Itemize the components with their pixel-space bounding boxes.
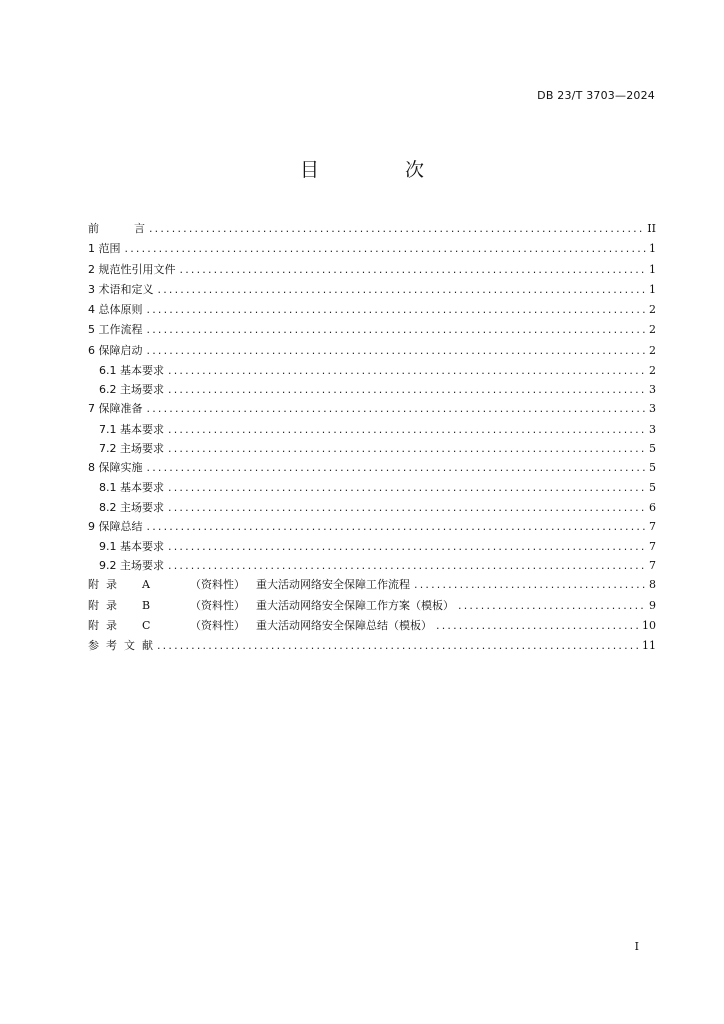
toc-entry-label: 8 保障实施 — [88, 461, 143, 475]
toc-entry[interactable] — [88, 381, 656, 400]
toc-leader-dots — [168, 501, 646, 514]
toc-entry-references[interactable] — [88, 637, 656, 657]
appendix-type: （资料性） — [190, 598, 245, 612]
appendix-title: 重大活动网络安全保障工作流程 — [256, 578, 410, 592]
toc-entry-label: 2 规范性引用文件 — [88, 262, 176, 276]
appendix-entries — [88, 576, 656, 637]
toc-entry-page: 10 — [642, 619, 656, 633]
toc-entry-page: 3 — [649, 383, 656, 397]
toc-entry-label: 6.1 基本要求 — [99, 364, 164, 378]
toc-entry-page: 1 — [649, 282, 656, 296]
toc-entry-page: 11 — [642, 639, 656, 653]
toc-entry-page: 7 — [649, 559, 656, 573]
toc-leader-dots — [168, 383, 646, 396]
toc-entry-page: 5 — [649, 441, 656, 455]
toc-leader-dots — [180, 263, 647, 276]
toc-entry-page: 2 — [649, 303, 656, 317]
toc-entry[interactable] — [88, 321, 656, 341]
toc-entry-label: 5 工作流程 — [88, 323, 143, 337]
appendix-type: （资料性） — [190, 619, 245, 633]
toc-entry-page: 7 — [649, 540, 656, 554]
table-of-contents — [88, 220, 656, 658]
toc-entry-label: 9 保障总结 — [88, 519, 143, 533]
toc-entry-appendix[interactable] — [88, 617, 656, 637]
page-title: 目 次 — [299, 159, 465, 181]
toc-leader-dots — [147, 520, 647, 533]
toc-entry-label: 9.1 基本要求 — [99, 540, 164, 554]
toc-entry-page: 3 — [649, 402, 656, 416]
toc-entry[interactable] — [88, 281, 656, 301]
toc-entry[interactable] — [88, 362, 656, 381]
toc-leader-dots — [436, 619, 639, 632]
toc-leader-dots — [458, 599, 646, 612]
toc-entry-appendix[interactable] — [88, 597, 656, 617]
toc-leader-dots — [147, 323, 647, 336]
toc-entry-page: 7 — [649, 519, 656, 533]
toc-entry-label: 6 保障启动 — [88, 343, 143, 357]
toc-entry[interactable] — [88, 400, 656, 420]
standard-code: DB 23/T 3703—2024 — [537, 89, 655, 102]
toc-entry[interactable] — [88, 557, 656, 576]
toc-entry[interactable] — [88, 440, 656, 459]
toc-leader-dots — [149, 222, 644, 235]
toc-entry-page: 6 — [649, 500, 656, 514]
toc-leader-dots — [414, 578, 646, 591]
toc-entry-appendix[interactable] — [88, 576, 656, 596]
toc-entry-label: 7.2 主场要求 — [99, 441, 164, 455]
toc-entry-label: 7.1 基本要求 — [99, 422, 164, 436]
toc-entry-page: 3 — [649, 422, 656, 436]
appendix-letter: A — [142, 578, 150, 592]
toc-entry[interactable] — [88, 261, 656, 281]
toc-entry[interactable] — [88, 220, 656, 240]
toc-leader-dots — [168, 442, 646, 455]
toc-leader-dots — [168, 364, 646, 377]
toc-leader-dots — [158, 283, 647, 296]
toc-leader-dots — [125, 242, 647, 255]
toc-entry-page: II — [647, 222, 656, 235]
toc-entry[interactable] — [88, 518, 656, 538]
toc-leader-dots — [147, 344, 647, 357]
toc-entry-label: 参 考 文 献 — [88, 639, 153, 653]
toc-leader-dots — [147, 402, 647, 415]
toc-entry-page: 5 — [649, 481, 656, 495]
toc-leader-dots — [147, 303, 647, 316]
appendix-type: （资料性） — [190, 578, 245, 592]
toc-leader-dots — [147, 461, 647, 474]
toc-entry-page: 5 — [649, 461, 656, 475]
toc-leader-dots — [157, 639, 639, 652]
toc-leader-dots — [168, 481, 646, 494]
toc-entry[interactable] — [88, 301, 656, 321]
appendix-word: 附 录 — [88, 578, 117, 592]
toc-entry[interactable] — [88, 459, 656, 479]
toc-entry-label: 7 保障准备 — [88, 402, 143, 416]
toc-leader-dots — [168, 559, 646, 572]
appendix-title: 重大活动网络安全保障总结（模板） — [256, 619, 432, 633]
toc-entry-label: 9.2 主场要求 — [99, 559, 164, 573]
toc-entry-label: 前 言 — [88, 222, 145, 235]
footer-page-number: I — [634, 940, 639, 953]
appendix-word: 附 录 — [88, 598, 117, 612]
appendix-label — [88, 617, 432, 633]
appendix-letter: C — [142, 619, 151, 633]
toc-entry[interactable] — [88, 421, 656, 440]
toc-entry[interactable] — [88, 342, 656, 362]
toc-entry-label: 8.2 主场要求 — [99, 500, 164, 514]
toc-entry[interactable] — [88, 479, 656, 498]
toc-entry-page: 1 — [649, 262, 656, 276]
appendix-label — [88, 597, 454, 613]
toc-entry[interactable] — [88, 538, 656, 557]
toc-leader-dots — [168, 540, 646, 553]
toc-entries — [88, 220, 656, 576]
toc-entry-page: 1 — [649, 242, 656, 256]
toc-leader-dots — [168, 423, 646, 436]
toc-entry-page: 2 — [649, 364, 656, 378]
appendix-word: 附 录 — [88, 619, 117, 633]
toc-entry-label: 6.2 主场要求 — [99, 383, 164, 397]
toc-entry-page: 2 — [649, 343, 656, 357]
toc-entry-page: 2 — [649, 323, 656, 337]
toc-entry-page: 8 — [649, 578, 656, 592]
appendix-title: 重大活动网络安全保障工作方案（模板） — [256, 598, 454, 612]
toc-entry-label: 8.1 基本要求 — [99, 481, 164, 495]
toc-entry[interactable] — [88, 240, 656, 260]
appendix-letter: B — [142, 598, 151, 612]
toc-entry-label: 1 范围 — [88, 242, 121, 256]
toc-entry-page: 9 — [649, 598, 656, 612]
toc-entry[interactable] — [88, 499, 656, 518]
toc-entry-label: 3 术语和定义 — [88, 282, 154, 296]
appendix-label — [88, 576, 410, 592]
toc-entry-label: 4 总体原则 — [88, 303, 143, 317]
